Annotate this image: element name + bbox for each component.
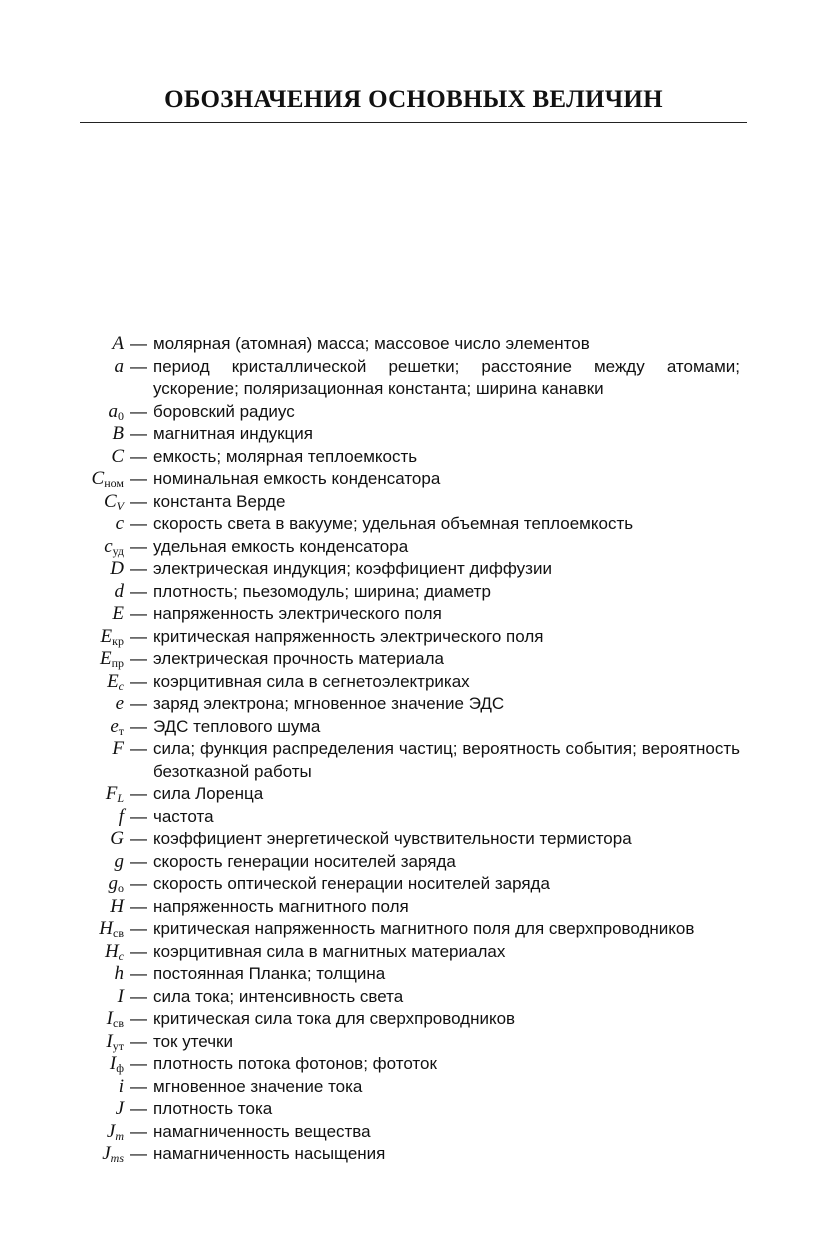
notation-description: емкость; молярная теплоемкость	[153, 446, 418, 466]
notation-symbol	[40, 423, 124, 446]
notation-symbol	[40, 986, 124, 1009]
em-dash: —	[130, 986, 147, 1006]
notation-symbol	[40, 963, 124, 986]
notation-symbol	[40, 333, 124, 356]
em-dash: —	[130, 1099, 147, 1118]
symbol-letter: C	[91, 468, 105, 489]
symbol-letter: d	[114, 580, 124, 602]
notation-entry	[40, 1031, 740, 1054]
symbol-letter: H	[99, 918, 113, 939]
title-rule	[80, 122, 747, 123]
em-dash: —	[130, 424, 147, 443]
em-dash: —	[130, 446, 147, 466]
symbol-subscript: т	[118, 723, 124, 738]
notation-symbol	[40, 716, 124, 739]
symbol-letter: c	[115, 513, 124, 534]
em-dash: —	[130, 851, 147, 871]
symbol-letter: f	[118, 805, 124, 827]
symbol-letter: B	[112, 423, 124, 444]
symbol-subscript: ms	[110, 1151, 124, 1165]
notation-entry	[40, 1053, 740, 1076]
notation-symbol	[40, 1031, 124, 1054]
notation-symbol	[40, 558, 124, 581]
notation-description: критическая сила тока для сверхпроводников	[153, 1009, 516, 1028]
notation-symbol	[40, 941, 124, 964]
symbol-subscript: 0	[118, 408, 124, 423]
notation-description: плотность; пьезомодуль; ширина; диаметр	[153, 581, 491, 601]
notation-description: намагниченность вещества	[153, 1121, 371, 1141]
notation-entry	[40, 716, 740, 739]
notation-symbol	[40, 1121, 124, 1144]
notation-symbol	[40, 626, 124, 649]
notation-symbol	[40, 806, 124, 829]
notation-entry	[40, 941, 740, 964]
symbol-letter: H	[110, 895, 124, 917]
notation-description: мгновенное значение тока	[153, 1076, 363, 1096]
em-dash: —	[130, 514, 147, 533]
notation-entry	[40, 513, 740, 536]
symbol-subscript: пр	[111, 656, 124, 670]
notation-description: скорость генерации носителей заряда	[153, 851, 456, 871]
notation-description: константа Верде	[153, 491, 286, 511]
symbol-letter: J	[115, 1098, 124, 1119]
notation-description: напряженность электрического поля	[153, 604, 442, 623]
em-dash: —	[130, 1054, 147, 1073]
symbol-subscript: c	[118, 678, 124, 693]
notation-entry	[40, 581, 740, 604]
symbol-subscript: c	[118, 948, 124, 963]
notation-symbol	[40, 468, 124, 491]
symbol-letter: C	[111, 445, 124, 467]
notation-entry	[40, 401, 740, 424]
em-dash: —	[130, 1144, 147, 1163]
em-dash: —	[130, 1121, 147, 1141]
symbol-letter: G	[110, 828, 124, 849]
em-dash: —	[130, 829, 147, 848]
notation-entry	[40, 873, 740, 896]
symbol-subscript: m	[115, 1128, 124, 1143]
notation-entry	[40, 896, 740, 919]
notation-entry	[40, 446, 740, 469]
symbol-subscript: св	[113, 926, 124, 940]
notation-description: критическая напряженность электрического поля	[153, 626, 544, 646]
notation-entry	[40, 693, 740, 716]
notation-entry	[40, 423, 740, 446]
em-dash: —	[130, 784, 147, 803]
symbol-letter: h	[114, 963, 124, 984]
em-dash: —	[130, 604, 147, 623]
notation-symbol	[40, 783, 124, 806]
em-dash: —	[130, 536, 147, 556]
notation-symbol	[40, 446, 124, 469]
notation-description: удельная емкость конденсатора	[153, 536, 409, 556]
symbol-subscript: ф	[116, 1061, 124, 1075]
notation-entry	[40, 738, 740, 783]
page-title: ОБОЗНАЧЕНИЯ ОСНОВНЫХ ВЕЛИЧИН	[164, 86, 663, 113]
notation-symbol	[40, 738, 124, 761]
symbol-subscript: св	[113, 1016, 124, 1030]
notation-symbol	[40, 603, 124, 626]
symbol-letter: I	[117, 985, 124, 1007]
notation-entry	[40, 648, 740, 671]
em-dash: —	[130, 491, 147, 511]
notation-symbol	[40, 513, 124, 536]
em-dash: —	[130, 896, 147, 916]
em-dash: —	[130, 626, 147, 646]
symbol-subscript: V	[116, 498, 124, 513]
notation-entry	[40, 963, 740, 986]
em-dash: —	[130, 334, 147, 353]
notation-entry	[40, 356, 740, 401]
symbol-letter: I	[109, 1053, 117, 1074]
notation-symbol	[40, 1098, 124, 1121]
notation-entry	[40, 536, 740, 559]
em-dash: —	[130, 716, 147, 736]
symbol-letter: E	[100, 625, 113, 647]
em-dash: —	[130, 806, 147, 826]
em-dash: —	[130, 671, 147, 691]
notation-symbol	[40, 1053, 124, 1076]
notation-symbol	[40, 1076, 124, 1099]
notation-description: ЭДС теплового шума	[153, 716, 321, 736]
notation-entry	[40, 828, 740, 851]
notation-description: молярная (атомная) масса; массовое число элементов	[153, 334, 590, 353]
symbol-letter: F	[112, 738, 124, 759]
notation-entry	[40, 468, 740, 491]
notation-description: намагниченность насыщения	[153, 1144, 386, 1163]
em-dash: —	[130, 1031, 147, 1051]
symbol-letter: D	[110, 558, 124, 579]
symbol-letter: E	[107, 670, 119, 692]
symbol-letter: J	[106, 1120, 116, 1142]
notation-symbol	[40, 581, 124, 604]
notation-symbol	[40, 828, 124, 851]
notation-symbol	[40, 1008, 124, 1031]
symbol-letter: a	[114, 355, 124, 377]
notation-description: частота	[153, 806, 214, 826]
notation-description: скорость оптической генерации носителей заряда	[153, 874, 550, 893]
notation-entry	[40, 671, 740, 694]
notation-entry	[40, 603, 740, 626]
notation-entry	[40, 783, 740, 806]
notation-symbol	[40, 491, 124, 514]
notation-entry	[40, 1098, 740, 1121]
notation-description: электрическая прочность материала	[153, 649, 444, 668]
notation-entry	[40, 1121, 740, 1144]
notation-entry	[40, 333, 740, 356]
notation-description: номинальная емкость конденсатора	[153, 469, 441, 488]
symbol-letter: H	[104, 940, 119, 962]
em-dash: —	[130, 1076, 147, 1096]
notation-entry	[40, 558, 740, 581]
notation-symbol	[40, 873, 124, 896]
notation-entry	[40, 986, 740, 1009]
notation-symbol	[40, 1143, 124, 1166]
notation-description: плотность тока	[153, 1099, 273, 1118]
symbol-letter: e	[110, 715, 119, 737]
notation-description: скорость света в вакууме; удельная объемная теплоемкость	[153, 514, 634, 533]
notation-description: критическая напряженность магнитного поля для сверхпроводников	[153, 919, 695, 938]
em-dash: —	[130, 739, 147, 758]
notation-symbol	[40, 648, 124, 671]
notation-symbol	[40, 851, 124, 874]
notation-symbol	[40, 356, 124, 379]
notation-entry	[40, 918, 740, 941]
symbol-letter: C	[103, 490, 117, 512]
symbol-letter: e	[115, 693, 124, 714]
em-dash: —	[130, 694, 147, 713]
notation-entry	[40, 806, 740, 829]
symbol-letter: I	[106, 1008, 113, 1029]
symbol-letter: E	[99, 648, 112, 669]
notation-description: ток утечки	[153, 1031, 233, 1051]
notation-description: период кристаллической решетки; расстояние между атомами; ускорение; поляризационная константа; ширина канавки	[153, 356, 740, 398]
notation-entry	[40, 851, 740, 874]
em-dash: —	[130, 1009, 147, 1028]
notation-description: постоянная Планка; толщина	[153, 964, 386, 983]
notation-description: сила; функция распределения частиц; вероятность события; вероятность безотказной работы	[153, 739, 740, 781]
symbol-letter: E	[112, 603, 124, 624]
notation-entry	[40, 491, 740, 514]
symbol-letter: A	[112, 333, 124, 354]
symbol-letter: c	[104, 535, 113, 557]
symbol-subscript: о	[118, 881, 124, 895]
em-dash: —	[130, 469, 147, 488]
notation-symbol	[40, 401, 124, 424]
notation-description: сила тока; интенсивность света	[153, 986, 404, 1006]
notation-description: коэрцитивная сила в сегнетоэлектриках	[153, 671, 470, 691]
notation-description: коэрцитивная сила в магнитных материалах	[153, 941, 506, 961]
notation-entry	[40, 1076, 740, 1099]
em-dash: —	[130, 559, 147, 578]
em-dash: —	[130, 581, 147, 601]
notation-description: боровский радиус	[153, 401, 295, 421]
notation-description: коэффициент энергетической чувствительности термистора	[153, 829, 632, 848]
symbol-letter: a	[108, 400, 118, 422]
em-dash: —	[130, 401, 147, 421]
notation-description: заряд электрона; мгновенное значение ЭДС	[153, 694, 505, 713]
em-dash: —	[130, 919, 147, 938]
notation-symbol	[40, 896, 124, 919]
em-dash: —	[130, 941, 147, 961]
symbol-letter: g	[114, 850, 124, 872]
symbol-subscript: ут	[112, 1038, 124, 1053]
notation-description: напряженность магнитного поля	[153, 896, 409, 916]
notation-entry	[40, 626, 740, 649]
notation-entry	[40, 1008, 740, 1031]
symbol-subscript: L	[117, 791, 124, 805]
notation-description: электрическая индукция; коэффициент диффузии	[153, 559, 552, 578]
notation-entry	[40, 1143, 740, 1166]
symbol-list	[40, 333, 740, 1166]
notation-symbol	[40, 693, 124, 716]
notation-description: сила Лоренца	[153, 784, 264, 803]
symbol-subscript: ном	[104, 476, 124, 490]
symbol-subscript: уд	[112, 543, 124, 558]
symbol-letter: I	[106, 1030, 113, 1052]
em-dash: —	[130, 874, 147, 893]
symbol-letter: F	[105, 783, 118, 804]
notation-symbol	[40, 918, 124, 941]
em-dash: —	[130, 649, 147, 668]
notation-symbol	[40, 671, 124, 694]
notation-symbol	[40, 536, 124, 559]
notation-description: плотность потока фотонов; фототок	[153, 1054, 437, 1073]
symbol-subscript: кр	[112, 633, 124, 648]
notation-description: магнитная индукция	[153, 424, 313, 443]
em-dash: —	[130, 356, 147, 376]
symbol-letter: i	[118, 1075, 124, 1097]
em-dash: —	[130, 964, 147, 983]
symbol-letter: J	[102, 1143, 111, 1164]
symbol-letter: g	[108, 873, 118, 894]
